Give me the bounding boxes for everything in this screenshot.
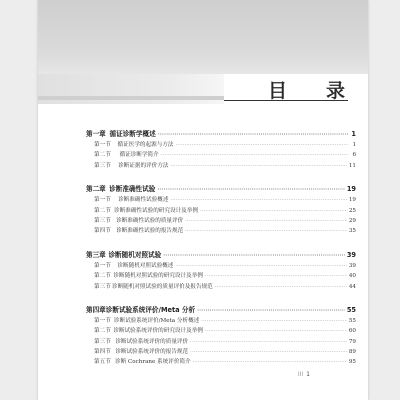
section-entry-page-number: 39 [348,262,356,269]
section-entry[interactable] [86,216,356,226]
section-entry[interactable] [86,337,356,347]
section-entry[interactable] [86,226,356,236]
section-entry-page-number: 55 [348,317,356,324]
dot-leader [161,150,348,160]
chapter-entry-number: 第四章 [86,305,106,314]
dot-leader [185,216,347,226]
section-entry[interactable] [86,161,356,171]
section-entry-page-number: 19 [348,197,356,204]
section-entry-label: 诊断试验系统评价的报告规范 [115,349,189,356]
section-entry[interactable] [86,261,356,271]
dot-leader [190,347,347,357]
chapter-entry-page-number: 1 [351,130,356,138]
section-entry-number: 第四节 [94,349,111,356]
section-entry-number: 第三节 [94,162,111,169]
chapter-entry-label: 诊断试验系统评价/Meta 分析 [105,305,196,314]
section-entry-number: 第三节 [94,217,111,224]
section-entry-label: 循证诊断学简介 [119,152,159,159]
section-entry[interactable] [86,140,356,150]
dot-leader [170,195,346,205]
dot-leader [175,261,347,271]
section-entry-number: 第一节 [94,197,111,204]
chapter-entry-number: 第三章 [86,250,106,259]
dot-leader [170,161,346,171]
section-entry[interactable] [86,347,356,357]
footer-mark: III [297,371,304,378]
section-entry[interactable] [86,326,356,336]
chapter-entry-number: 第一章 [86,130,106,138]
chapter-entry-page-number: 55 [346,305,356,314]
footer-page-number: 1 [306,371,310,378]
toc-chapter [86,249,356,292]
chapter-entry-page-number: 19 [346,185,356,194]
section-entry-number: 第二节 [94,273,111,280]
section-entry-number: 第四节 [94,228,111,235]
section-entry-label: 诊断 Cochrane 系统评价简介 [115,359,191,366]
section-entry-page-number: 79 [348,338,356,345]
section-entry-page-number: 1 [352,142,356,148]
table-of-contents [86,128,356,368]
section-entry-page-number: 11 [348,162,356,169]
section-entry-page-number: 60 [348,328,356,335]
title-bar [38,96,224,100]
section-entry-page-number: 35 [348,228,356,235]
chapter-entry-page-number: 39 [346,250,356,259]
dot-leader [200,206,347,216]
section-entry-label: 诊断准确性试验概述 [118,197,169,204]
dot-leader [185,226,347,236]
dot-leader [176,140,349,150]
section-entry-label: 诊断证据的评价方法 [118,162,169,169]
section-entry-page-number: 6 [352,152,356,159]
section-entry-number: 第一节 [94,317,111,324]
section-entry-page-number: 40 [348,273,356,280]
dot-leader [193,357,347,367]
section-entry[interactable] [86,195,356,205]
section-entry[interactable] [86,271,356,281]
chapter-entry[interactable] [86,249,356,261]
section-entry-label: 诊断试验系统评价/Meta 分析概述 [113,317,200,324]
chapter-entry[interactable] [86,304,356,316]
section-entry[interactable] [86,357,356,367]
chapter-entry-label: 诊断准确性试验 [109,185,156,194]
chapter-entry-number: 第二章 [86,185,106,194]
section-entry-label: 诊断试验系统评价的研究设计及举例 [113,328,203,335]
section-entry-label: 诊断随机对照试验的研究设计及举例 [113,273,203,280]
document-page [38,0,368,400]
dot-leader [201,316,347,326]
page-footer [298,371,310,378]
section-entry-label: 诊断准确性试验的研究设计及举例 [114,207,198,214]
section-entry-number: 第一节 [94,262,111,269]
dot-leader [205,271,347,281]
section-entry-page-number: 25 [348,207,356,214]
chapter-entry[interactable] [86,183,356,195]
section-entry-label: 诊断试验系统评价的质量评价 [115,338,189,345]
section-entry-number: 第三节 [94,283,111,290]
section-entry[interactable] [86,150,356,160]
header-band [38,0,368,74]
section-entry-number: 第三节 [94,338,111,345]
section-entry-number: 第二节 [94,152,111,159]
section-entry-page-number: 89 [348,349,356,356]
chapter-entry[interactable] [86,128,356,140]
section-entry-number: 第五节 [94,359,111,366]
section-entry-number: 第二节 [94,328,111,335]
section-entry[interactable] [86,206,356,216]
chapter-entry-label: 循证诊断学概述 [109,130,156,138]
toc-chapter [86,304,356,368]
section-entry-label: 诊断随机对照试验概述 [117,262,174,269]
dot-leader [205,326,347,336]
toc-chapter [86,128,356,171]
title-rule [224,100,348,101]
page-title: 目 录 [268,80,356,102]
section-entry-label: 诊断随机对照试验的质量评价及报告规范 [112,283,213,290]
section-entry-label: 诊断准确性试验的质量评价 [116,217,184,224]
section-entry-page-number: 44 [348,283,356,290]
dot-leader [215,282,347,292]
section-entry-number: 第二节 [94,207,111,214]
toc-chapter [86,183,356,237]
dot-leader [190,337,347,347]
chapter-entry-label: 诊断随机对照试验 [108,250,162,259]
section-entry-label: 诊断准确性试验的报告规范 [116,228,184,235]
section-entry-page-number: 95 [348,359,356,366]
section-entry-label: 循证医学的起源与方法 [117,142,174,148]
section-entry-number: 第一节 [94,142,111,148]
section-entry-page-number: 29 [348,217,356,224]
section-entry[interactable] [86,316,356,326]
section-entry[interactable] [86,282,356,292]
